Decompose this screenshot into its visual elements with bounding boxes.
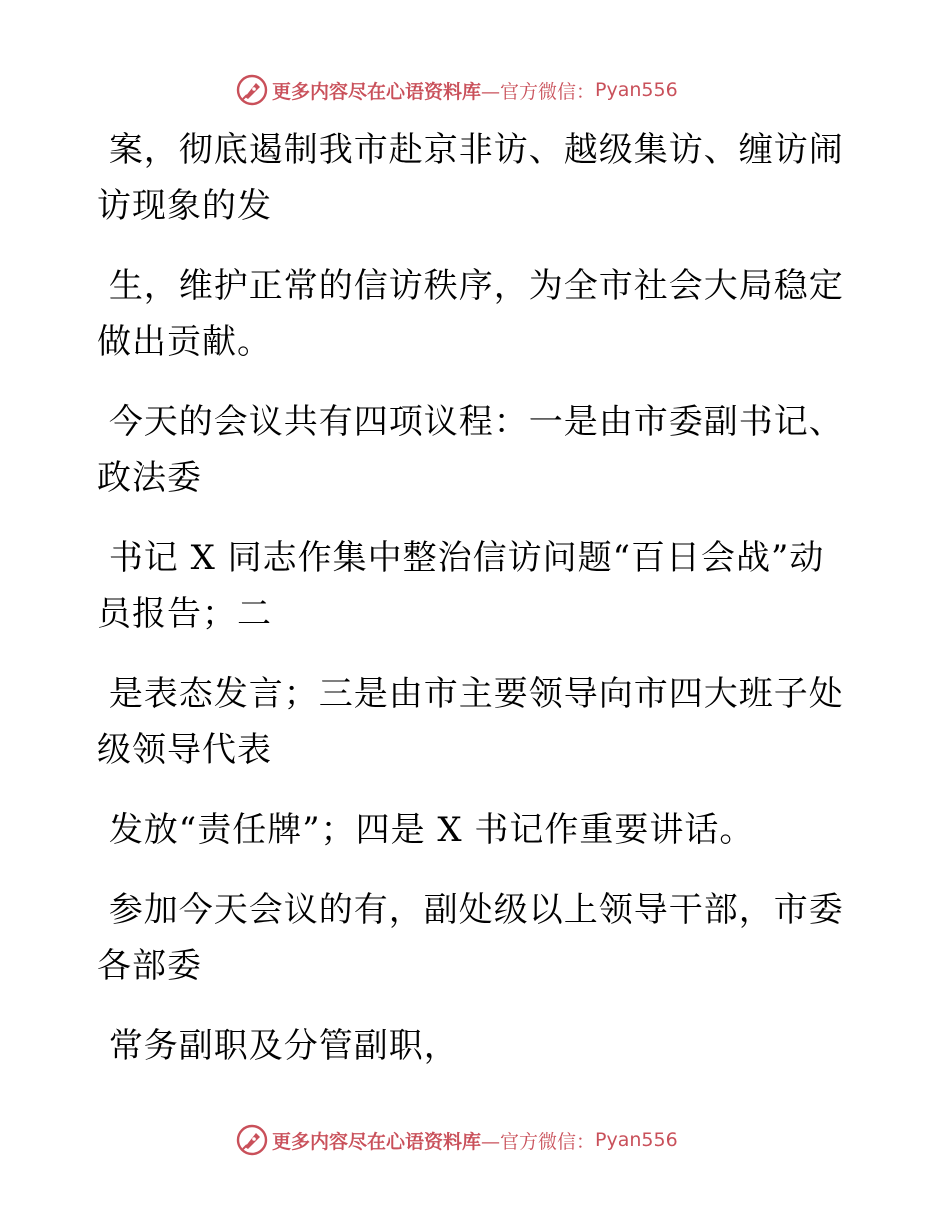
pen-nib-logo-icon <box>236 1124 268 1156</box>
paragraph-line: 是表态发言；三是由市主要领导向市四大班子处 <box>97 674 844 714</box>
paragraph-line: 做出贡献。 <box>97 322 272 362</box>
header-banner <box>236 72 678 108</box>
banner-wechat-id: Pyan556 <box>595 1129 678 1151</box>
paragraph-line: 政法委 <box>97 458 202 498</box>
banner-wechat-id: Pyan556 <box>595 79 678 101</box>
paragraph <box>97 530 857 642</box>
paragraph <box>97 258 857 370</box>
paragraph-line: 案，彻底遏制我市赴京非访、越级集访、缠访闹 <box>97 130 844 170</box>
paragraph <box>97 802 857 858</box>
banner-title: 更多内容尽在心语资料库 <box>272 1130 482 1153</box>
paragraph <box>97 1018 857 1074</box>
paragraph-line: 访现象的发 <box>97 186 272 226</box>
paragraph <box>97 666 857 778</box>
paragraph-line: 参加今天会议的有，副处级以上领导干部，市委 <box>97 890 844 930</box>
paragraph-line: 级领导代表 <box>97 730 272 770</box>
paragraph-line: 常务副职及分管副职， <box>97 1026 459 1066</box>
paragraph <box>97 122 857 234</box>
pen-nib-logo-icon <box>236 74 268 106</box>
paragraph <box>97 882 857 994</box>
footer-banner <box>236 1122 678 1158</box>
paragraph-line: 发放“责任牌”；四是 X 书记作重要讲话。 <box>97 810 755 850</box>
banner-wechat-label: —官方微信： <box>481 1130 596 1153</box>
document-body <box>97 122 857 1098</box>
paragraph-line: 今天的会议共有四项议程：一是由市委副书记、 <box>97 402 844 442</box>
banner-wechat-label: —官方微信： <box>481 80 596 103</box>
paragraph-line: 书记 X 同志作集中整治信访问题“百日会战”动 <box>97 538 825 578</box>
banner-title: 更多内容尽在心语资料库 <box>272 80 482 103</box>
paragraph-line: 各部委 <box>97 946 202 986</box>
paragraph-line: 员报告；二 <box>97 594 272 634</box>
paragraph <box>97 394 857 506</box>
paragraph-line: 生，维护正常的信访秩序，为全市社会大局稳定 <box>97 266 844 306</box>
